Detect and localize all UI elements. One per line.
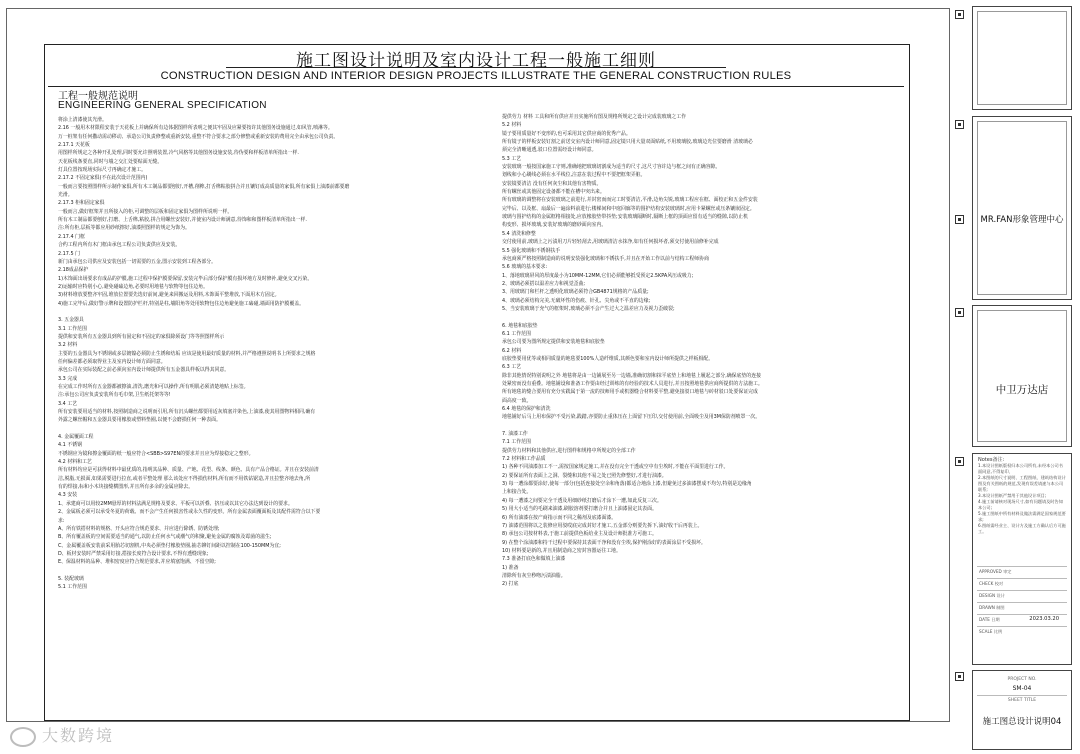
spec-line: 新门由承包公司供应及安装包括一切需要的五金,图示安装到工程各部分。 — [58, 258, 217, 265]
spec-line: 除非其他情况特别说明之外 地毯将是由一边铺展至另一边墙,准确切割和抹平底垫上和地毯上履起之部分,确保底垫的连接 — [502, 372, 761, 379]
scale-row — [977, 626, 1067, 636]
spec-line — [58, 567, 490, 575]
drawn-row — [977, 602, 1067, 612]
spec-line: 不锈钢应为镜和擦金覆面的纸一般应符合<SBB>S97EN的要求并且应为焊接稳定之整形。 — [58, 450, 254, 457]
spec-line: 承包公司要为图所规定提供和安装地毯和底胶垫 — [502, 339, 605, 346]
spec-line: 6.1 工作范围 — [502, 330, 531, 337]
spec-line: 用图样所规定之各种开孔处理,同时要允许照明装置,冷气风格等其他图务设施安装,待伪要和样板清单所指出一样. — [58, 150, 299, 157]
spec-line: 安装玻璃一般按国家施工守则,准确地把玻璃切割成为适当的尺寸,这尺寸容许边与框之间有正确容隙。 — [502, 164, 721, 171]
spec-line: 玻璃与围护结构的金属框格相接处,应放橡胶垫带抖垫;安装玻璃隔断时,隔断上框的顶面应留有适当的缝隙,以防止机 — [502, 214, 748, 221]
spec-line: 3.4 工艺 — [58, 400, 78, 407]
company-panel — [972, 116, 1072, 300]
spec-line: 提供劳力 材料 工具和所有供应并且实施所有图及规格所规定之设计完成装玻璃之工作 — [502, 114, 687, 120]
watermark-logo-icon — [10, 727, 36, 747]
spec-line: 3.1 工作范围 — [58, 325, 87, 332]
spec-line: 7) 油漆范围将以之装修应用驳哎底完成封好才施工,五金部分则要先拆下,油好收干后再装上。 — [502, 522, 703, 529]
spec-line: 洁,脱脂,无损面,如果需要进行拉直,或者平整处理 那么该处应不得损伤材料,所有而不用铁钻锯造,并且拉整齐地去角,所 — [58, 475, 311, 482]
project-no-label: PROJECT NO. — [1007, 677, 1037, 682]
spec-line: 所有镜子的样板安装钉割之前送交室内设计师同意,固定镜只用大量双面贴纸,不用玻璃胶,玻璃边光位要磨滑 清玻璃必 — [502, 139, 753, 146]
spec-line: 3.3 完成 — [58, 375, 78, 382]
note-line: 4.施工前请核对现场尺寸,如有问题请及时告知本公司; — [978, 499, 1063, 510]
spec-line: 4.2 材料和工艺 — [58, 459, 92, 466]
spec-line: 外露之螺丝帽和五金器具要用橡胶或塑料垫圈,以便不会磨损任何一种表面。 — [58, 417, 221, 424]
spec-line: 2.17.4 门框 — [58, 233, 85, 240]
spec-line: 7.1 工作范围 — [502, 439, 531, 446]
spec-line: 安装镜要清洁 没有任何灰尘和其他有害物质。 — [502, 180, 602, 187]
approved-row — [977, 566, 1067, 576]
select-handle-1[interactable] — [955, 10, 964, 19]
spec-line: 1)木饰面出场要求有成品的护膜,施工过程中保护膜要保留,安装完毕后部分保护膜有损坏地方及时修补,避免交叉污染。 — [58, 275, 313, 282]
title-divider — [226, 67, 726, 68]
spec-line: 5.5 强化玻璃和不锈钢扶手 — [502, 247, 561, 254]
spec-line: 1、承建商可以用较2MM悬厚的材料法满足规格及要求、平板可以折叠、挤压或以其它办法达到设计的要求。 — [58, 500, 293, 507]
spec-line: 将涂上清漆使其光滑。 — [58, 117, 107, 123]
spec-line: B、所有覆盖板的空间需要适当的通气,以防止任何水气或潮气的积聚,避免金属的腐蚀及霉菌的滋生; — [58, 534, 272, 541]
spec-line: 完毕后、以及框、扇最后一遍涂料前进行;楼梯间和中庭回廊等的围护结构安装玻璃时,应用卡紧螺丝或压条镶嵌固定。 — [502, 205, 755, 212]
spec-line: 一般而言要按照图样所示制作家俱,所有木工制品都要刨好,开槽,削榫,打舌榫粘胶拼合并且镶钉成高质量的家俱,所有家俱上油漆前都要磨 — [58, 183, 350, 190]
notes-block — [973, 454, 1071, 538]
spec-line: 2.17.1 天花板 — [58, 142, 90, 149]
spec-line: 5. 装配玻璃 — [58, 575, 84, 582]
spec-line: 有的焊接,标和小木块接缝横图形,并且所有多余的金属应除去。 — [58, 484, 194, 491]
design-label: DESIGN 设计 — [979, 593, 1005, 598]
spec-line: 划线和小心刷线必须在水平线位,注意在装过程中不要把框架弄脏。 — [502, 172, 646, 179]
spec-line: 6. 地毯和底胶垫 — [502, 322, 538, 329]
spec-line: 须完全清晰通透,驳口位置需经设计师同意。 — [502, 147, 597, 154]
sheet-number: SM-04 — [1012, 685, 1032, 692]
spec-line: 所有螺丝或其他固定设备都不能在槽中突出来。 — [502, 189, 605, 196]
company-name: MR.FAN形象管理中心 — [980, 215, 1064, 225]
spec-line: 承包公司在实际装配之前必须向室内设计师提供所有五金器具样板以得其同意。 — [58, 367, 230, 374]
spec-line: 任何偏差都必须取得业主及室内设计师方面同意。 — [58, 358, 166, 365]
company-inner — [977, 121, 1067, 295]
spec-line: 2、金属板必须可以承受冬夏的荷载、而不会产生任何损害性或永久性的变形。所有金属表面覆面板及其配件需符合以下要 — [58, 509, 321, 516]
spec-line: 5.1 工作范围 — [58, 584, 87, 591]
spec-line: 2)运输时应特别小心,避免碰磕边角,必要时用地毯与软物等包住边角。 — [58, 283, 208, 290]
spec-line: 1、落地玻璃屏风的厚度最小为10MM-12MM,它们必须能够抵受预定2.5KPA风压或吸力; — [502, 272, 694, 279]
sheet-title: 施工图总设计说明04 — [982, 717, 1062, 727]
spec-line: 3)材料堆放要整齐牢固,堆放位置要先选好前间,避免来回搬运及用料,木饰面平整堆放,下面用木方固定。 — [58, 292, 280, 299]
watermark — [10, 723, 114, 747]
approved-label: APPROVED 审定 — [979, 569, 1012, 574]
spec-line: 5.6 玻璃的基本要求: — [502, 264, 548, 271]
spec-line: 注:所有柜,层板等都应用砂纸擦好,油漆照图样的规定为饰为。 — [58, 225, 190, 232]
drawn-label: DRAWN 制图 — [979, 605, 1005, 610]
spec-line: 求: — [58, 517, 65, 524]
spec-line: 所有玻璃的调整将在安装玻璃之前进行,并封密而而完工时要清洁,平滑,边角尖锐,玻璃工程应在框、面校正和五金件安装 — [502, 197, 758, 204]
project-name: 中卫万达店 — [995, 384, 1049, 396]
sheet-info-panel — [972, 670, 1072, 750]
spec-line: 5.4 清洗和修整 — [502, 230, 536, 237]
logo-panel — [972, 6, 1072, 110]
spec-line: 所有安装要用适当的材料,按照制造商之说明而引用,所有沉头螺丝都要用适灰填塞并染色,上油漆,使其用图物料相同,确有 — [58, 409, 316, 416]
spec-line: 光滑。 — [58, 192, 73, 199]
spec-line: 4.3 安装 — [58, 492, 78, 499]
sheet-title-en: CONSTRUCTION DESIGN AND INTERIOR DESIGN PROJECTS ILLUSTRATE THE GENERAL CONSTRUCTION RULES — [160, 70, 792, 82]
spec-line: 7. 油漆工作 — [502, 431, 528, 438]
spec-line: 所有材料均应是可获得材料中最优质的,指明其品种、质量、产地、花型、线条、颜色、具有产品合格证。并且在安装前清 — [58, 467, 319, 474]
spec-line: 2.17.3 柜和固定家俱 — [58, 200, 105, 207]
section-heading-cn: 工程一般规范说明 — [58, 91, 138, 102]
spec-line: 2.17.5 门 — [58, 250, 81, 257]
project-inner — [977, 310, 1067, 442]
spec-line: 所有地毯的缝合要用有充分实践属于第一流的技师用手或机器缝合材料要平整,避免接驳口地毯与砖材驳口处要保证完成 — [502, 389, 758, 396]
spec-line: 承包商须严格按照制造商的说明安装强化玻璃和不锈扶手,并且在开始工作以前与结构工程师协商 — [502, 255, 709, 262]
spec-line: 10) 材料要是新的,并且用制造商之密封容器运往工地。 — [502, 547, 621, 554]
spec-line: 4.1 不锈钢 — [58, 442, 83, 449]
spec-line: 天花板线条要直,同时与墙之交汇处要贴面无缝。 — [58, 158, 163, 165]
check-row — [977, 578, 1067, 588]
spec-line: 3.2 材料 — [58, 342, 78, 349]
spec-line: 8) 承包公司按材料表,于施工前提供色板给业主及设计师批准方可施工。 — [502, 531, 657, 538]
spec-line: 主要的五金器具为不锈钢或多层镀镍必须防止生锈和结垢 应该是使用最好质量的材料,并严格遵照说明书上所要求之规格 — [58, 350, 316, 357]
spec-line: 一般而言,做好框架并且所接入的柜,可调整的层板和固定家俱为图样所说明一样。 — [58, 208, 233, 215]
spec-line: 7.2 材料和工作品质 — [502, 456, 546, 463]
project-panel — [972, 305, 1072, 447]
scale-label: SCALE 比例 — [979, 629, 1003, 634]
info-panel — [972, 453, 1072, 665]
spec-line: 5、当安装玻璃于充气的框架时,玻璃必须不会产生过大之温差应力及视力歪破裂; — [502, 305, 675, 312]
select-handle-4[interactable] — [955, 308, 964, 317]
note-line: 2.本图纸的尺寸说明、工程图纸、建筑结构设计图及有关图纸的规范,发现有误差请速与本公司联系; — [978, 475, 1066, 492]
logo-area — [977, 11, 1067, 105]
spec-line: 2.18成品保护 — [58, 267, 89, 274]
title-divider-lower — [48, 86, 904, 87]
select-handle-3[interactable] — [955, 215, 964, 224]
spec-line: 构变形、损坏玻璃,安装好玻璃的磨砂面向室内。 — [502, 222, 607, 229]
spec-line: 4、玻璃必须结构完美,无破坏性的伤痕、针孔、尖角或不平直的边缘; — [502, 297, 651, 304]
spec-line: 2) 要保证所有表面上之洞、裂缝和其他不易之处已照先修整好,才进行油漆。 — [502, 472, 667, 479]
section-heading-en: ENGINEERING GENERAL SPECIFICATION — [58, 100, 267, 111]
spec-line: 6.4 地毯的保护和清洗 — [502, 406, 551, 413]
sheet-title-label: SHEET TITLE — [977, 695, 1067, 703]
spec-line: 2.17.2 不固定家俱(不在此次设计范围内) — [58, 175, 148, 182]
spec-line: 3) 每一遭涂都要涂好,使每一部分(包括连接处空余和角落)都适合地涂上漆,但避免过多油漆摆成不均匀,特别是边缘角 — [502, 481, 752, 488]
spec-line: 面高度一致。 — [502, 397, 532, 404]
spec-line: 镜子要用质量好不变形的,也可采用其它供应商的优秀产品。 — [502, 130, 631, 137]
spec-line: 9) 在整个涂油漆和持干过程中要保持其表面干净和没有尘埃,保护刚涂好的表面涂层不受损坏。 — [502, 539, 706, 546]
note-line: 1.本设计图纸版权归本公司所有,未经本公司书面同意,不得复印、 — [978, 463, 1063, 474]
spec-line: 3. 五金器具 — [58, 317, 84, 324]
spec-line: 地毯铺好后马上用布保护不受污染,践踏,亦要防止重体压在上面留下压印,交付使用前,全面吸尘及用3M保防剂喷罩一次。 — [502, 414, 761, 421]
spec-line — [58, 425, 490, 433]
spec-line: 1) 各种不同油漆加工不一,需按国家规定施工,并在没有完全干透或空中有尘埃时,不能在平面里进行工作。 — [502, 464, 729, 471]
spec-line: 2) 打底 — [502, 581, 519, 588]
right-text-column — [502, 113, 904, 718]
spec-line: 万一桩架有任何撒动需动移动、承造公司负责修整或重新安装,重整不符合要求之部分修整或重新安装的费用完全由承包公司负责。 — [58, 133, 339, 140]
note-line: 5.施工图纸中所有材料及做法需满足国家规范要求; — [978, 511, 1066, 522]
spec-line: 清除所有灰尘秒吻污渍油脂。 — [502, 572, 566, 579]
spec-line: 2、玻璃必须搭以温差应力和视觉歪曲; — [502, 280, 586, 287]
spec-line: E、保温材料的品种、堆积密度应符合规范要求,并应填塞饱满、不留空隙; — [58, 559, 216, 566]
note-line: 6.图纸需经业主、设计方及施工方确认后方可施工。 — [978, 523, 1066, 534]
spec-line — [502, 422, 904, 430]
spec-line: A、所有铁搭材料的规格、开头应符合规范要求、并应进行除锈、防锈处理; — [58, 525, 220, 532]
spec-line: 注:承包公司应负责安装所有毛巾架,卫生纸托架等等! — [58, 392, 171, 399]
spec-line — [502, 313, 904, 321]
spec-line: 1) 准备 — [502, 564, 519, 571]
watermark-text: 大数跨境 — [42, 726, 115, 745]
spec-line: 4) 每一遭漆之间要完全干透及用细砂纸打磨后才涂下一遭,如此反复三次。 — [502, 497, 662, 504]
spec-line: 6) 所有油漆在按产商指示而不同之稀剂及底漆面漆。 — [502, 514, 617, 521]
notes-title: Notes备注: — [978, 457, 1005, 463]
sheet-title-cn: 施工图设计说明及室内设计工程一般施工细则 — [296, 51, 656, 71]
spec-line: 7.3 准备打底色和做填上油漆 — [502, 556, 566, 563]
spec-line: 处紧密而没有重叠。地毯铺设和准备工作要由经过训练的有经验的技术人员进行,并且按照地毯供应商所提供的方法施工。 — [502, 381, 763, 387]
spec-line: 5) 用大小适当的毛刷来油漆,刷胶溶剂要打磨合并且上油漆固定其表面。 — [502, 506, 657, 513]
spec-line: D、板材安装时严禁采用钉接,搭接长度符合设计要求,不得有透缝现象; — [58, 550, 209, 557]
date-label: DATE 日期 — [979, 617, 1000, 622]
spec-line: 3、用玻璃门和栏杆之透明化玻璃必须符合GB4871规格的产品质量; — [502, 289, 649, 296]
spec-line: 所有木工制品都要刨好,打磨、上舌榫,粘胶,拼合用螺丝安装好,并使室内设计师满意,待饰和和图样板清单所指出一样. — [58, 217, 307, 224]
select-handle-5[interactable] — [955, 457, 964, 466]
select-handle-2[interactable] — [955, 120, 964, 129]
date-row — [977, 614, 1067, 624]
design-row — [977, 590, 1067, 600]
spec-line: 6.2 材料 — [502, 347, 522, 354]
spec-line: 上和接合处。 — [502, 489, 532, 496]
spec-line: 底胶垫要用优等或相同质量的地毯要100%人造纤维质,其颜色要和室内设计师所提供之样板相配。 — [502, 355, 714, 362]
spec-line: 交付使用前,玻璃上之污渍用刀片轻轻刮去,用玻璃清洁水抹净,如有任何损坏者,须交付使用前修补完成 — [502, 239, 719, 246]
spec-line: C、金属覆盖板安装前采用胎芯切割机,中央必须垫付橡胶垫圈,抽芯铆钉间距以控制在100-150MM为宜; — [58, 542, 281, 549]
spec-line: 提供劳力材料和其他供应,进行图样和规格中所规定的全部工作 — [502, 447, 636, 454]
spec-line: 5.2 材料 — [502, 122, 522, 129]
spec-line — [58, 308, 490, 316]
date-value: 2023.03.20 — [1029, 616, 1059, 622]
spec-line: 2.16 一般用木材限程安装于天花板上并确保所有边体据图样所表明之便其牢固及应紧要按许其他图务设施通过,如风管,喷淋等。 — [58, 125, 333, 132]
check-label: CHECK 校对 — [979, 581, 1004, 586]
spec-line: 提供和安装所有五金器具到所有固定和不固定的家俱除须设门等等照图样所示 — [58, 333, 225, 340]
select-handle-6[interactable] — [955, 672, 964, 681]
spec-line: 5.3 工艺 — [502, 155, 522, 162]
spec-line: 在完成工作时所有五金器都被擦油,清洗,磨光和可以操作,所有明肌必须清楚地贴上标签。 — [58, 384, 249, 390]
spec-line: 4)施工完毕后,做好警示牌和设置防护栏杆,特别是柱,墙阳角等处用软物包住边角避免施工磕碰,墙面用防护膜覆盖。 — [58, 300, 304, 307]
left-text-column — [58, 116, 490, 718]
spec-line: 灯具位置按现场实际尺寸再确定才施工。 — [58, 167, 147, 174]
spec-line: 合约工程内所有木门框由承包工程公司负责供应及安装。 — [58, 242, 181, 249]
spec-line: 6.3 工艺 — [502, 364, 522, 371]
spec-line: 4. 金属覆面工程 — [58, 434, 94, 441]
note-line: 3.本设计图纸严禁用于其他设计项目; — [978, 493, 1047, 498]
